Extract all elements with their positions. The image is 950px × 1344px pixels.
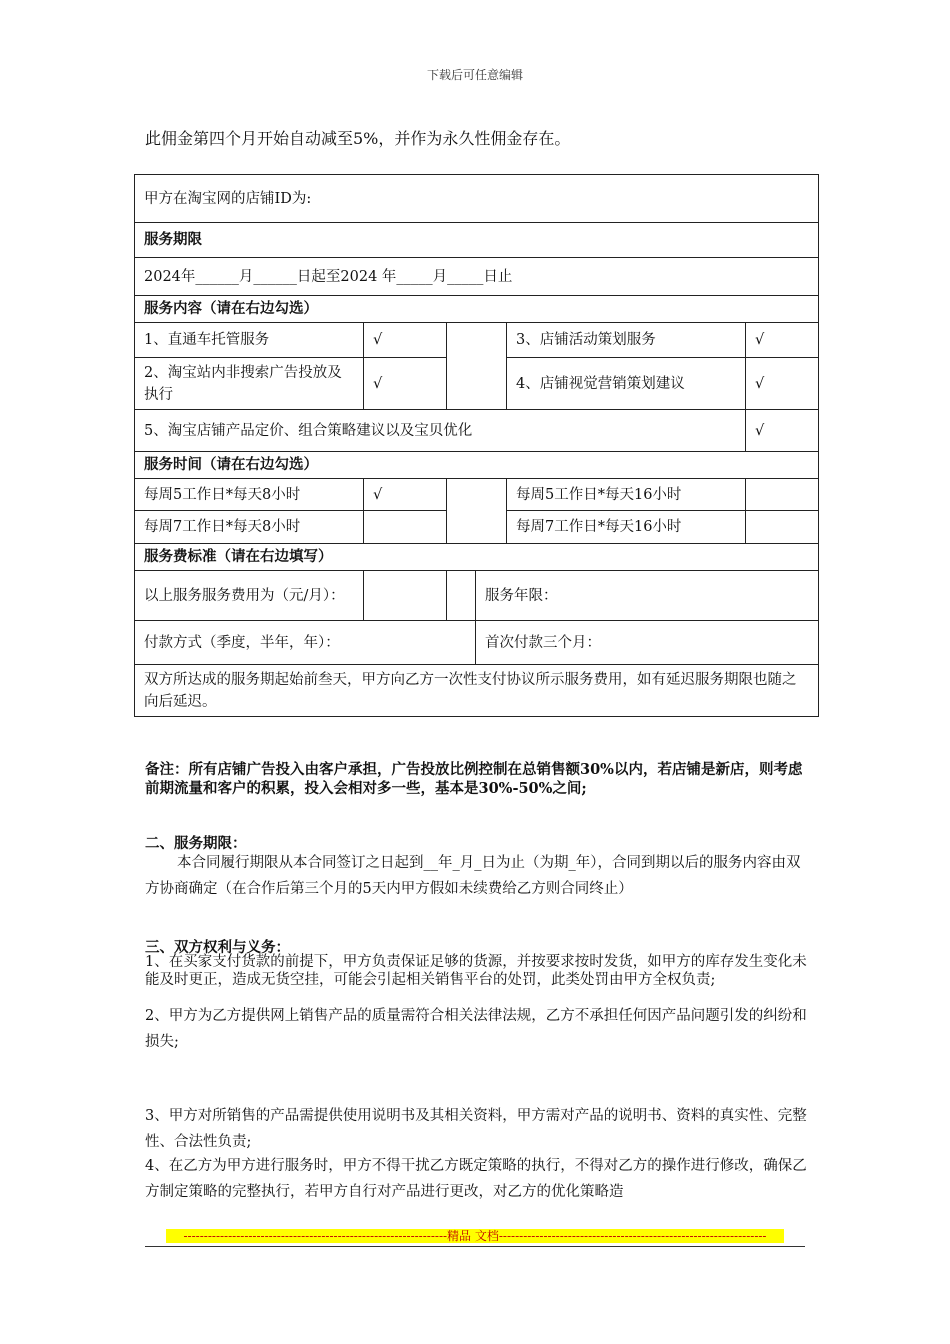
section-2-title: 二、服务期限： — [145, 835, 247, 852]
section-3-p4: 4、在乙方为甲方进行服务时，甲方不得干扰乙方既定策略的执行，不得对乙方的操作进行修改，确保乙方制定策略的完整执行，若甲方自行对产品进行更改，对乙方的优化策略造 — [145, 1158, 807, 1200]
service-item-2: 2、淘宝站内非搜索广告投放及执行 — [135, 358, 364, 410]
service-item-4-check: √ — [746, 358, 819, 410]
table-row — [135, 223, 819, 258]
section-3-p3: 3、甲方对所销售的产品需提供使用说明书及其相关资料，甲方需对产品的说明书、资料的真实性、完整性、合法性负责; — [145, 1108, 807, 1150]
spacer-cell — [447, 571, 476, 621]
service-item-3: 3、店铺活动策划服务 — [507, 323, 746, 358]
payment-note: 双方所达成的服务期起始前叁天，甲方向乙方一次性支付协议所示服务费用，如有延迟服务期限也随之向后延迟。 — [135, 665, 819, 717]
spacer-cell — [447, 479, 507, 544]
period-text: 2024年______月______日起至2024 年_____月_____日止 — [135, 258, 819, 296]
time-option-3-check — [364, 511, 447, 544]
table-row — [135, 544, 819, 571]
section-3-p1: 1、在买家支付货款的前提下，甲方负责保证足够的货源，并按要求按时发货，如甲方的库存发生变化未能及时更正，造成无货空挂，可能会引起相关销售平台的处罚，此类处罚由甲方全权负责; — [145, 954, 807, 988]
table-row — [135, 452, 819, 479]
service-item-3-check: √ — [746, 323, 819, 358]
first-payment: 首次付款三个月： — [476, 621, 819, 665]
table-row — [135, 479, 819, 511]
shop-id-cell: 甲方在淘宝网的店铺ID为: — [135, 175, 819, 223]
service-item-1-check: √ — [364, 323, 447, 358]
table-row — [135, 621, 819, 665]
table-row — [135, 665, 819, 717]
service-item-5: 5、淘宝店铺产品定价、组合策略建议以及宝贝优化 — [135, 410, 746, 452]
payment-method: 付款方式（季度，半年，年）： — [135, 621, 476, 665]
table-row — [135, 175, 819, 223]
service-table — [134, 174, 819, 717]
fee-title: 服务费标准（请在右边填写） — [135, 544, 819, 571]
table-row — [135, 410, 819, 452]
service-item-4: 4、店铺视觉营销策划建议 — [507, 358, 746, 410]
time-option-2: 每周5工作日*每天16小时 — [507, 479, 746, 511]
remark-text: 备注：所有店铺广告投入由客户承担，广告投放比例控制在总销售额30%以内，若店铺是新店，则考虑前期流量和客户的积累，投入会相对多一些，基本是30%-50%之间; — [145, 761, 803, 797]
table-row — [135, 571, 819, 621]
spacer-cell — [447, 323, 507, 410]
service-years: 服务年限： — [476, 571, 819, 621]
time-option-2-check — [746, 479, 819, 511]
footer-line — [145, 1246, 805, 1247]
section-2-body: 本合同履行期限从本合同签订之日起到__年_月_日为止（为期_年），合同到期以后的服务内容由双方协商确定（在合作后第三个月的5天内甲方假如未续费给乙方则合同终止） — [145, 855, 801, 897]
intro-text: 此佣金第四个月开始自动减至5%，并作为永久性佣金存在。 — [145, 129, 571, 148]
table-row — [135, 296, 819, 323]
time-option-4: 每周7工作日*每天16小时 — [507, 511, 746, 544]
content-title: 服务内容（请在右边勾选） — [135, 296, 819, 323]
fee-text: 以上服务服务费用为（元/月）： — [135, 571, 364, 621]
header-note: 下载后可任意编辑 — [426, 68, 523, 82]
time-option-3: 每周7工作日*每天8小时 — [135, 511, 364, 544]
service-item-5-check: √ — [746, 410, 819, 452]
time-option-1-check: √ — [364, 479, 447, 511]
service-item-2-check: √ — [364, 358, 447, 410]
service-item-1: 1、直通车托管服务 — [135, 323, 364, 358]
period-title: 服务期限 — [135, 223, 819, 258]
time-option-4-check — [746, 511, 819, 544]
footer-band: -----------------------------------------------------------------精品 文档------------------------------------------------------------------ — [166, 1229, 784, 1243]
section-3-p2: 2、甲方为乙方提供网上销售产品的质量需符合相关法律法规，乙方不承担任何因产品问题引发的纠纷和损失; — [145, 1008, 807, 1050]
section-3-title: 三、双方权利与义务： — [145, 939, 290, 956]
time-title: 服务时间（请在右边勾选） — [135, 452, 819, 479]
fee-value — [364, 571, 447, 621]
time-option-1: 每周5工作日*每天8小时 — [135, 479, 364, 511]
table-row — [135, 258, 819, 296]
table-row — [135, 323, 819, 358]
